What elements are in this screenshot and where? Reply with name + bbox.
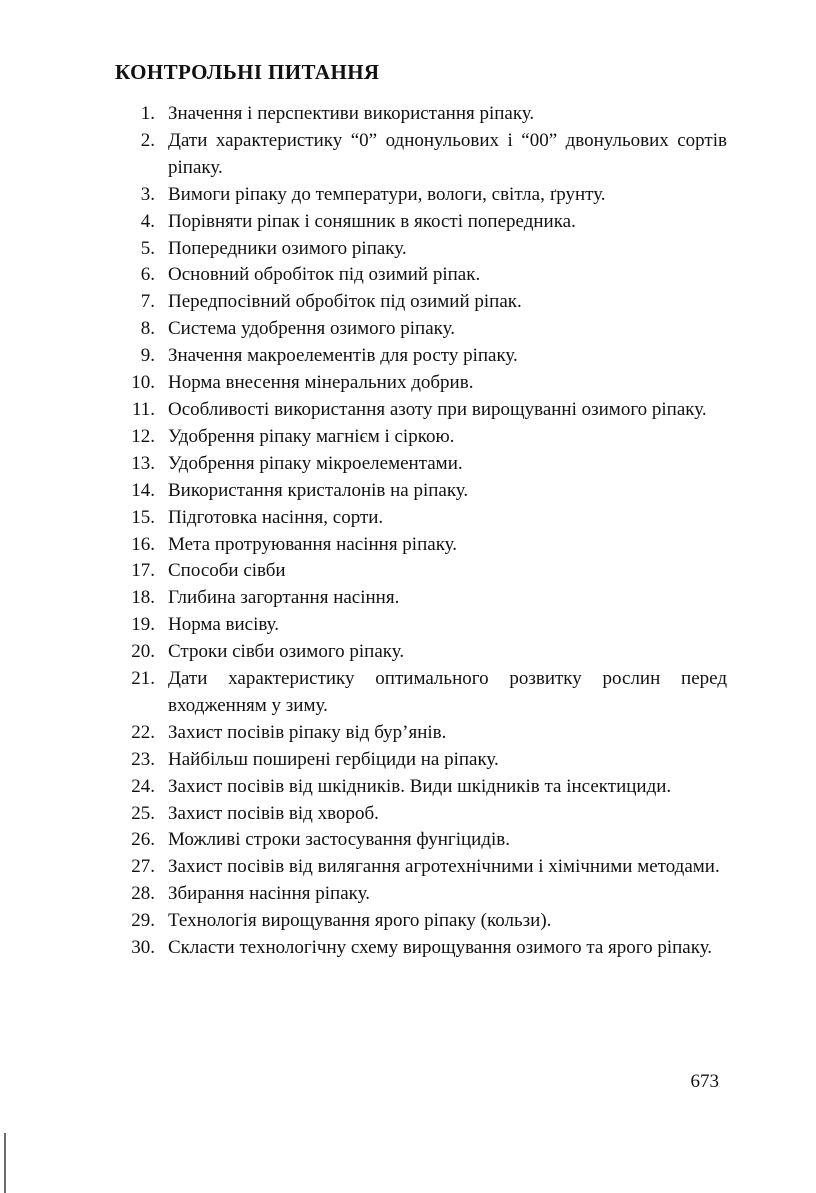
question-text: Вимоги ріпаку до температури, вологи, світла, ґрунту.: [168, 183, 606, 205]
page-number: 673: [690, 1071, 719, 1092]
question-text: Скласти технологічну схему вирощування озимого та ярого ріпаку.: [168, 937, 713, 959]
question-item: [115, 881, 727, 908]
question-number: 9.: [140, 345, 155, 367]
question-text: Підготовка насіння, сорти.: [168, 506, 384, 528]
question-item: [115, 908, 727, 935]
question-text: Найбільш поширені гербіциди на ріпаку.: [168, 748, 499, 770]
question-item: [115, 747, 727, 774]
question-number: 30.: [131, 937, 155, 959]
question-text: Норма висіву.: [168, 614, 280, 636]
question-item: [115, 666, 727, 720]
page-heading: КОНТРОЛЬНІ ПИТАННЯ: [115, 60, 380, 84]
question-item: [115, 801, 727, 828]
question-text: Способи сівби: [168, 560, 286, 582]
question-number: 25.: [131, 802, 155, 824]
question-number: 7.: [140, 291, 155, 313]
question-item: [115, 343, 727, 370]
question-number: 17.: [131, 560, 155, 582]
question-item: [115, 558, 727, 585]
question-item: [115, 478, 727, 505]
question-item: [115, 532, 727, 559]
question-number: 26.: [131, 829, 155, 851]
question-item: [115, 101, 727, 128]
question-text: Удобрення ріпаку магнієм і сіркою.: [168, 425, 455, 447]
question-item: [115, 128, 727, 182]
question-item: [115, 854, 727, 881]
question-number: 4.: [140, 210, 155, 232]
question-item: [115, 612, 727, 639]
question-text: Норма внесення мінеральних добрив.: [168, 372, 474, 394]
question-text: Глибина загортання насіння.: [168, 587, 400, 609]
question-text: Попередники озимого ріпаку.: [168, 237, 407, 259]
question-item: [115, 451, 727, 478]
question-text: Удобрення ріпаку мікроелементами.: [168, 452, 463, 474]
question-text: Особливості використання азоту при вирощуванні озимого ріпаку.: [168, 398, 707, 420]
question-item: [115, 236, 727, 263]
question-number: 22.: [131, 721, 155, 743]
question-item: [115, 209, 727, 236]
question-number: 29.: [131, 910, 155, 932]
question-list: [115, 101, 727, 962]
binding-edge-line: [4, 1133, 6, 1193]
question-number: 2.: [140, 129, 155, 151]
question-number: 24.: [131, 775, 155, 797]
question-item: [115, 585, 727, 612]
question-text: Використання кристалонів на ріпаку.: [168, 479, 469, 501]
question-text: Порівняти ріпак і соняшник в якості попередника.: [168, 210, 576, 232]
question-text: Мета протруювання насіння ріпаку.: [168, 533, 457, 555]
question-number: 13.: [131, 452, 155, 474]
question-number: 3.: [140, 183, 155, 205]
question-item: [115, 182, 727, 209]
question-number: 6.: [140, 264, 155, 286]
question-text: Основний обробіток під озимий ріпак.: [168, 264, 481, 286]
question-number: 10.: [131, 372, 155, 394]
question-text: Захист посівів від вилягання агротехнічними і хімічними методами.: [168, 856, 720, 878]
question-text: Передпосівний обробіток під озимий ріпак.: [168, 291, 522, 313]
question-item: [115, 774, 727, 801]
question-number: 1.: [140, 103, 155, 124]
question-text: Захист посівів від шкідників. Види шкідників та інсектициди.: [168, 775, 672, 797]
question-text: Значення макроелементів для росту ріпаку.: [168, 345, 518, 367]
question-number: 5.: [140, 237, 155, 259]
question-text: Строки сівби озимого ріпаку.: [168, 641, 405, 663]
question-text: Збирання насіння ріпаку.: [168, 883, 370, 905]
question-number: 12.: [131, 425, 155, 447]
question-number: 18.: [131, 587, 155, 609]
question-number: 8.: [140, 318, 155, 340]
question-item: [115, 639, 727, 666]
question-number: 27.: [131, 856, 155, 878]
question-number: 28.: [131, 883, 155, 905]
question-item: [115, 827, 727, 854]
question-text: Дати характеристику “0” однонульових і “00” двонульових сортів ріпаку.: [168, 129, 727, 178]
question-item: [115, 397, 727, 424]
question-number: 20.: [131, 641, 155, 663]
question-number: 11.: [131, 398, 155, 420]
question-item: [115, 935, 727, 962]
question-text: Дати характеристику оптимального розвитку рослин перед входженням у зиму.: [168, 668, 727, 716]
question-item: [115, 289, 727, 316]
question-text: Захист посівів від хвороб.: [168, 802, 379, 824]
question-item: [115, 424, 727, 451]
question-text: Захист посівів ріпаку від бур’янів.: [168, 721, 447, 743]
question-item: [115, 370, 727, 397]
question-number: 16.: [131, 533, 155, 555]
question-item: [115, 262, 727, 289]
question-text: Система удобрення озимого ріпаку.: [168, 318, 455, 340]
question-text: Можливі строки застосування фунгіцидів.: [168, 829, 510, 851]
question-number: 14.: [131, 479, 155, 501]
question-text: Технологія вирощування ярого ріпаку (кользи).: [168, 910, 552, 932]
question-number: 23.: [131, 748, 155, 770]
question-item: [115, 505, 727, 532]
question-item: [115, 720, 727, 747]
question-number: 21.: [131, 668, 155, 690]
question-text: Значення і перспективи використання ріпаку.: [168, 103, 535, 124]
question-number: 19.: [131, 614, 155, 636]
question-item: [115, 316, 727, 343]
question-number: 15.: [131, 506, 155, 528]
